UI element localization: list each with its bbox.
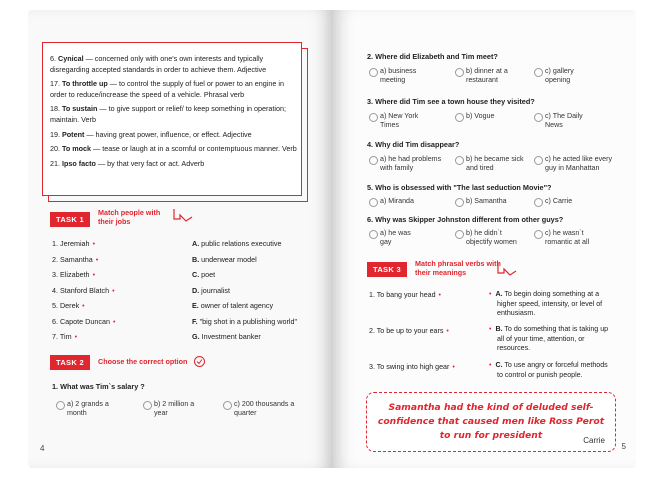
radio-circle[interactable] bbox=[534, 156, 543, 165]
page-number: 4 bbox=[40, 444, 45, 453]
radio-circle[interactable] bbox=[455, 156, 464, 165]
person-item: 2. Samantha • bbox=[52, 255, 99, 264]
radio-circle[interactable] bbox=[534, 230, 543, 239]
radio-circle[interactable] bbox=[455, 198, 464, 207]
radio-circle[interactable] bbox=[369, 198, 378, 207]
radio-circle[interactable] bbox=[534, 113, 543, 122]
vocab-entry: 19. Potent — having great power, influence, or effect. Adjective bbox=[50, 129, 252, 139]
quote-text: Samantha had the kind of deluded self-confidence that caused men like Ross Perot to run for president bbox=[377, 402, 605, 441]
check-circle-icon bbox=[194, 356, 205, 367]
job-item: B. underwear model bbox=[192, 255, 257, 264]
job-item: F. "big shot in a publishing world" bbox=[192, 317, 297, 326]
phrasal-verb-item: 3. To swing into high gear • bbox=[369, 363, 455, 371]
option-b[interactable]: b) Vogue bbox=[455, 112, 535, 132]
job-item: A. public relations executive bbox=[192, 239, 282, 248]
radio-circle[interactable] bbox=[143, 401, 152, 410]
right-page bbox=[333, 10, 636, 468]
task2-title: Choose the correct option bbox=[98, 357, 188, 366]
task3-title: Match phrasal verbs with their meanings bbox=[415, 259, 501, 277]
person-item: 5. Derek • bbox=[52, 301, 85, 310]
option-b[interactable]: b) 2 million a year bbox=[143, 400, 221, 420]
radio-circle[interactable] bbox=[534, 68, 543, 77]
option-b[interactable]: b) dinner at a restaurant bbox=[455, 67, 535, 87]
radio-circle[interactable] bbox=[455, 68, 464, 77]
task1-badge: TASK 1 bbox=[50, 212, 90, 227]
meaning-item: • C. To use angry or forceful methods to control or punish people. bbox=[489, 361, 608, 379]
question-1: 1. What was Tim`s salary ? bbox=[52, 382, 145, 391]
radio-circle[interactable] bbox=[455, 113, 464, 122]
quote-author: Carrie bbox=[583, 436, 605, 445]
meaning-item: • A. To begin doing something at a higher speed, intensity, or level of enthusiasm. bbox=[489, 290, 603, 317]
task1-title: Match people with their jobs bbox=[98, 208, 161, 226]
radio-circle[interactable] bbox=[369, 68, 378, 77]
question-6: 6. Why was Skipper Johnston different from other guys? bbox=[367, 215, 564, 224]
quote-box bbox=[366, 392, 616, 452]
radio-circle[interactable] bbox=[369, 113, 378, 122]
option-c[interactable]: c) gallery opening bbox=[534, 67, 614, 87]
question-3: 3. Where did Tim see a town house they visited? bbox=[367, 97, 535, 106]
option-b[interactable]: b) he didn`t objectify women bbox=[455, 229, 535, 249]
radio-circle[interactable] bbox=[369, 230, 378, 239]
job-item: C. poet bbox=[192, 270, 216, 279]
arrow-squiggle-icon bbox=[172, 207, 194, 225]
question-4: 4. Why did Tim disappear? bbox=[367, 140, 460, 149]
option-c[interactable]: c) he acted like every guy in Manhattan bbox=[534, 155, 624, 175]
vocab-entry: 18. To sustain — to give support or relief/ to keep something in operation; maintain. Verb bbox=[50, 104, 286, 124]
vocab-entry: 21. Ipso facto — by that very fact or act. Adverb bbox=[50, 158, 205, 168]
option-a[interactable]: a) New York Times bbox=[369, 112, 449, 132]
radio-circle[interactable] bbox=[56, 401, 65, 410]
question-2: 2. Where did Elizabeth and Tim meet? bbox=[367, 52, 498, 61]
vocab-entry: 6. Cynical — concerned only with one's own interests and typically disregarding accepted standards in order to achieve them. Adjective bbox=[50, 54, 267, 74]
radio-circle[interactable] bbox=[369, 156, 378, 165]
arrow-squiggle-icon bbox=[496, 261, 518, 279]
vocab-list bbox=[50, 54, 300, 173]
left-page bbox=[28, 10, 333, 468]
option-b[interactable]: b) he became sick and tired bbox=[455, 155, 535, 175]
person-item: 7. Tim • bbox=[52, 332, 78, 341]
job-item: D. journalist bbox=[192, 286, 230, 295]
page-number: 5 bbox=[621, 442, 626, 451]
meaning-item: • B. To do something that is taking up all of your time, attention, or resources. bbox=[489, 325, 609, 352]
option-a[interactable]: a) Miranda bbox=[369, 197, 449, 209]
job-item: E. owner of talent agency bbox=[192, 301, 274, 310]
phrasal-verb-item: 2. To be up to your ears • bbox=[369, 327, 449, 335]
question-5: 5. Who is obsessed with "The last seduction Movie"? bbox=[367, 183, 552, 192]
option-a[interactable]: a) 2 grands a month bbox=[56, 400, 134, 420]
option-a[interactable]: a) he was gay bbox=[369, 229, 449, 249]
radio-circle[interactable] bbox=[534, 198, 543, 207]
job-item: G. Investment banker bbox=[192, 332, 261, 341]
option-c[interactable]: c) 200 thousands a quarter bbox=[223, 400, 313, 420]
option-a[interactable]: a) he had problems with family bbox=[369, 155, 449, 175]
radio-circle[interactable] bbox=[455, 230, 464, 239]
vocab-entry: 17. To throttle up — to control the supply of fuel or power to an engine in order to reduce/increase the speed of a vehicle. Phrasal verb bbox=[50, 79, 284, 99]
phrasal-verb-item: 1. To bang your head • bbox=[369, 291, 441, 299]
person-item: 3. Elizabeth • bbox=[52, 270, 96, 279]
option-c[interactable]: c) The Daily News bbox=[534, 112, 614, 132]
option-a[interactable]: a) business meeting bbox=[369, 67, 449, 87]
vocab-entry: 20. To mock — tease or laugh at in a scornful or contemptuous manner. Verb bbox=[50, 144, 297, 154]
task2-badge: TASK 2 bbox=[50, 355, 90, 370]
person-item: 1. Jeremiah • bbox=[52, 239, 96, 248]
person-item: 6. Capote Duncan • bbox=[52, 317, 116, 326]
option-c[interactable]: c) Carrie bbox=[534, 197, 614, 209]
option-c[interactable]: c) he wasn`t romantic at all bbox=[534, 229, 614, 249]
radio-circle[interactable] bbox=[223, 401, 232, 410]
option-b[interactable]: b) Samantha bbox=[455, 197, 535, 209]
task3-badge: TASK 3 bbox=[367, 262, 407, 277]
person-item: 4. Stanford Blatch • bbox=[52, 286, 115, 295]
